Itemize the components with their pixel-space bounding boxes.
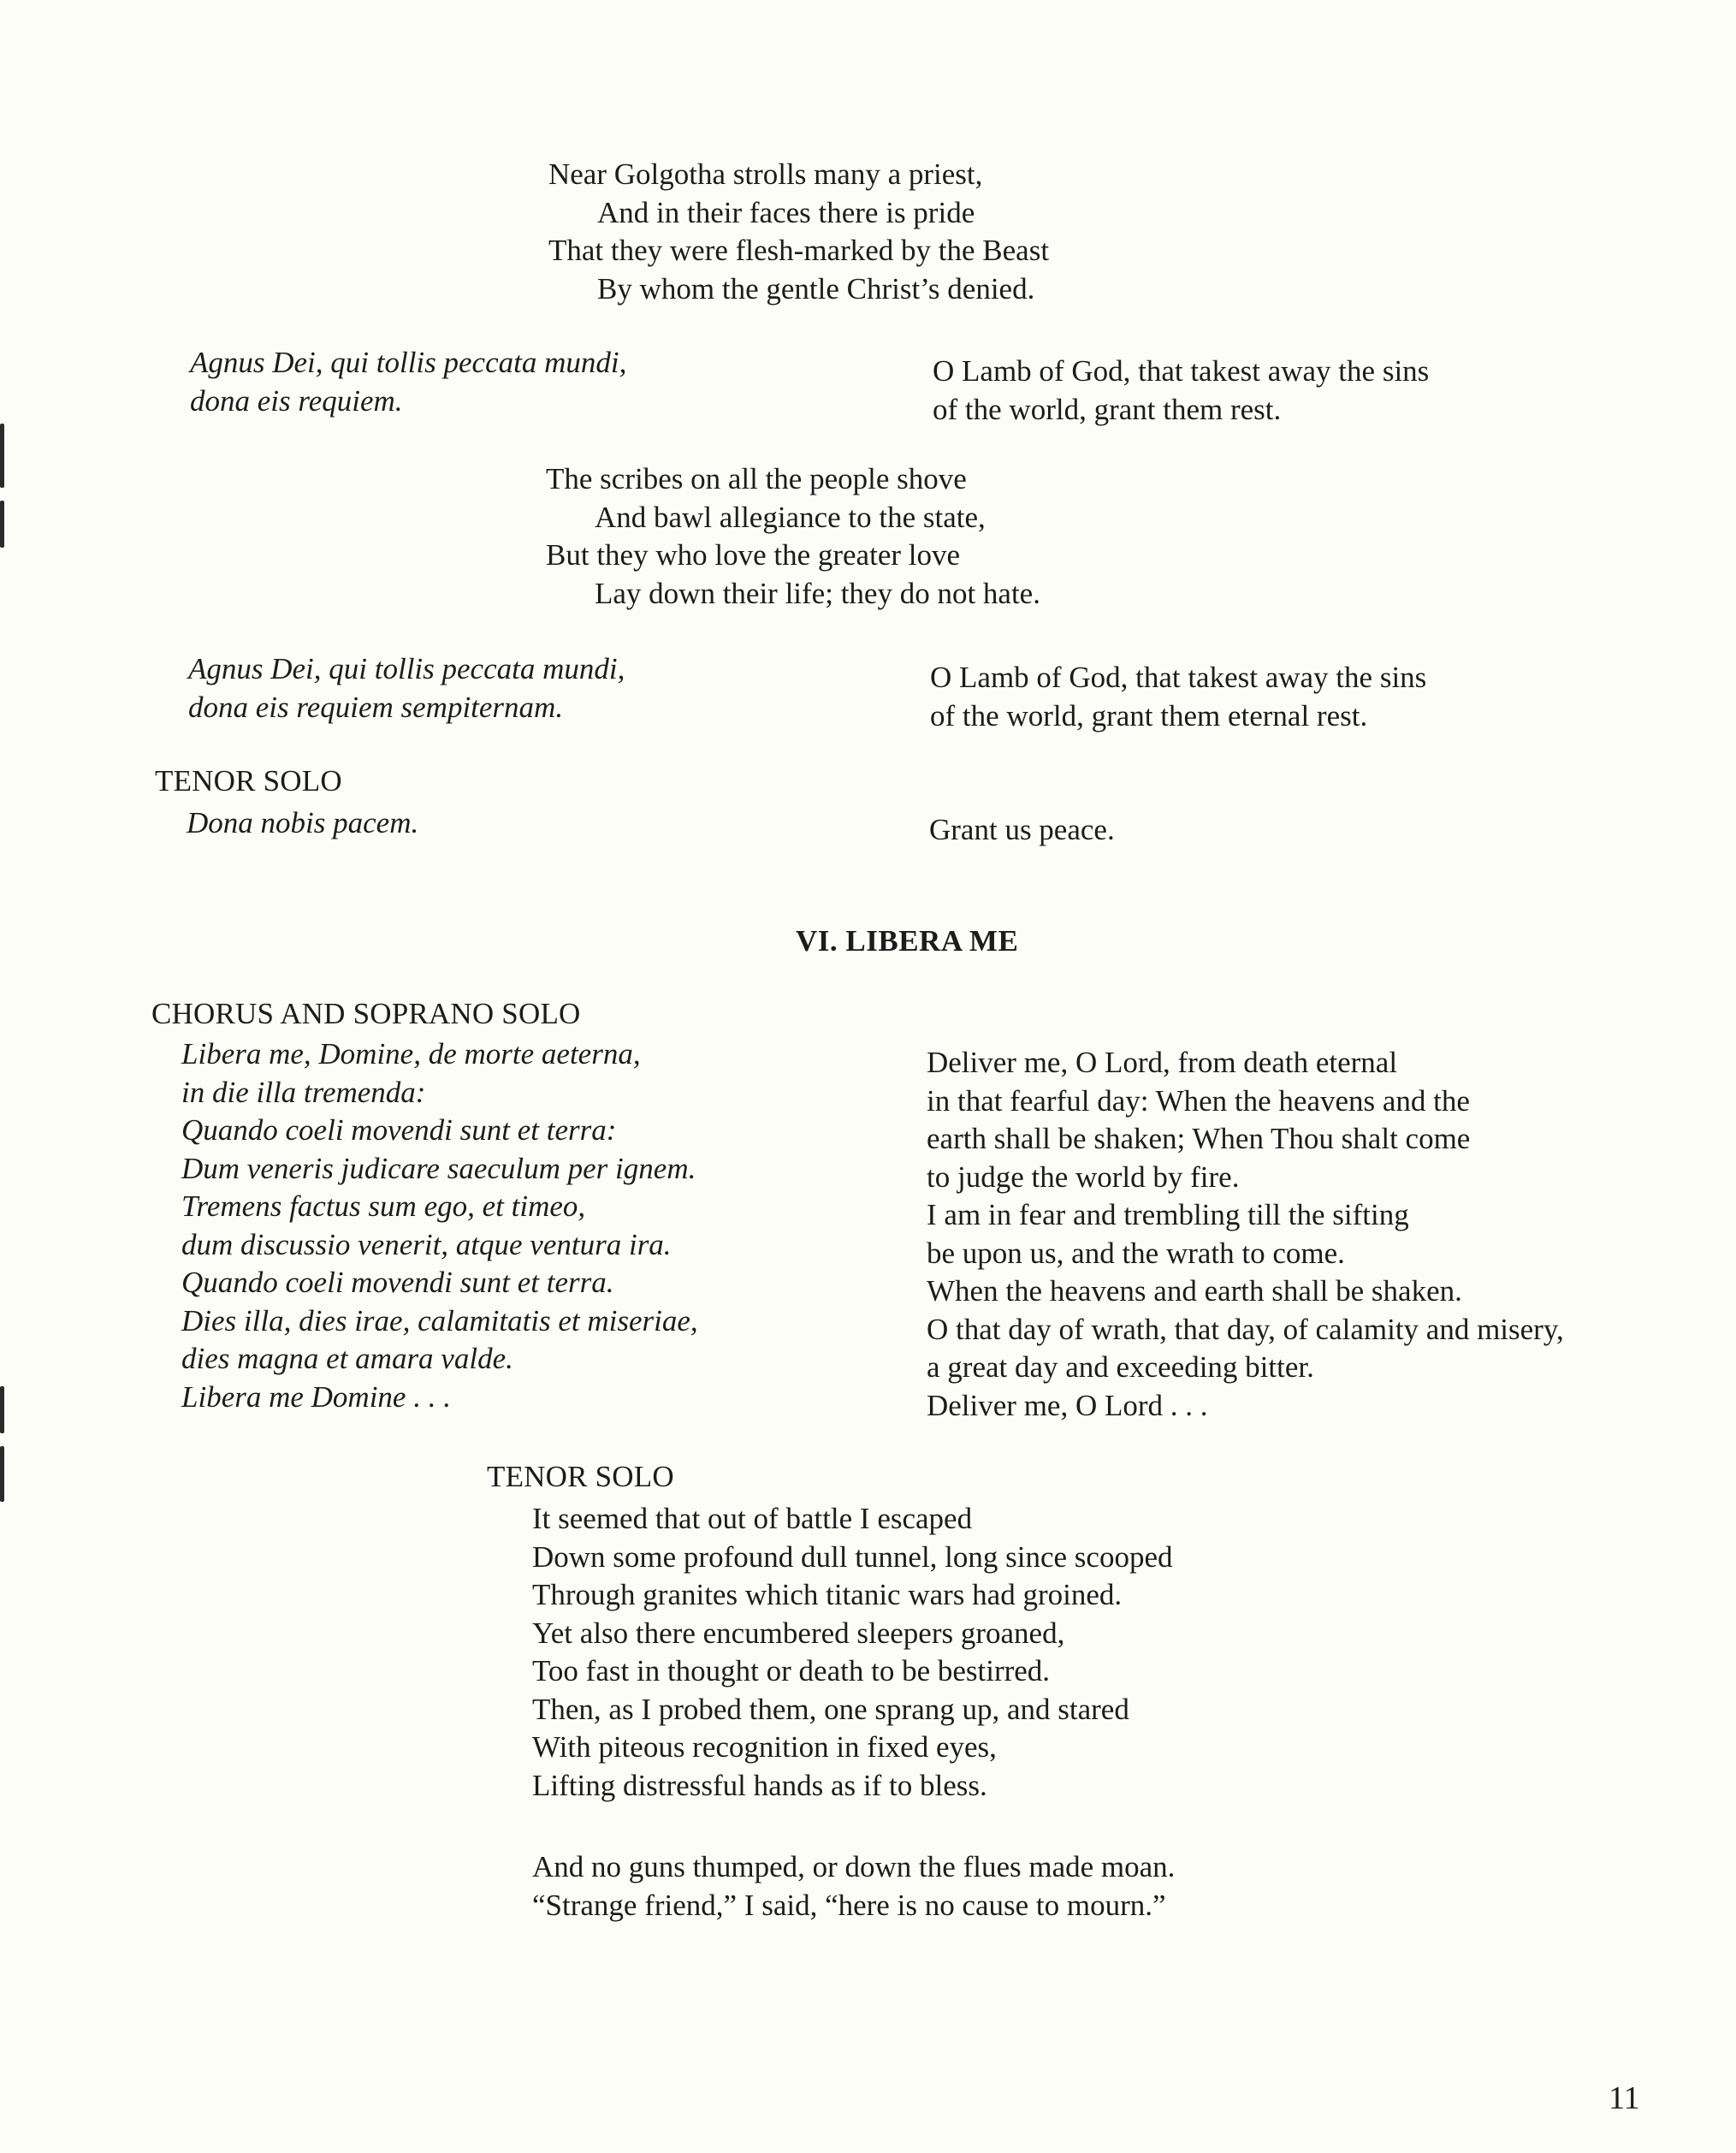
tenor-solo-label: TENOR SOLO bbox=[155, 764, 342, 798]
agnus-dei-latin-2 bbox=[188, 650, 625, 727]
dona-nobis-latin: Dona nobis pacem. bbox=[187, 806, 419, 839]
poem-stanza-golgotha bbox=[548, 156, 1049, 308]
latin-line: Tremens factus sum ego, et timeo, bbox=[181, 1189, 586, 1223]
poem-line: And in their faces there is pride bbox=[597, 195, 975, 229]
poem-line: Through granites which titanic wars had groined. bbox=[532, 1578, 1123, 1611]
english-line: Deliver me, O Lord . . . bbox=[927, 1388, 1208, 1422]
english-line: be upon us, and the wrath to come. bbox=[927, 1236, 1345, 1270]
libera-me-latin bbox=[181, 1035, 698, 1416]
english-line: of the world, grant them eternal rest. bbox=[930, 698, 1368, 732]
chorus-soprano-label: CHORUS AND SOPRANO SOLO bbox=[151, 997, 581, 1030]
agnus-dei-english-1 bbox=[933, 353, 1429, 429]
poem-stanza-scribes bbox=[546, 460, 1040, 613]
binding-mark bbox=[0, 424, 4, 488]
latin-line: Libera me, Domine, de morte aeterna, bbox=[181, 1037, 641, 1071]
dona-nobis-english: Grant us peace. bbox=[929, 813, 1115, 846]
english-line: in that fearful day: When the heavens and the bbox=[927, 1083, 1470, 1118]
page-number: 11 bbox=[1609, 2080, 1640, 2116]
latin-line: Quando coeli movendi sunt et terra. bbox=[181, 1266, 614, 1299]
poem-line: And bawl allegiance to the state, bbox=[595, 500, 986, 534]
poem-line: That they were flesh-marked by the Beast bbox=[548, 234, 1050, 267]
poem-line: Down some profound dull tunnel, long since scooped bbox=[532, 1539, 1173, 1574]
tenor-solo-label: TENOR SOLO bbox=[487, 1460, 674, 1493]
agnus-dei-latin-1 bbox=[190, 344, 626, 420]
poem-stanza-strange-meeting bbox=[532, 1500, 1173, 1805]
latin-line: in die illa tremenda: bbox=[181, 1075, 426, 1109]
libera-me-english bbox=[927, 1044, 1564, 1425]
latin-line: Libera me Domine . . . bbox=[181, 1379, 451, 1414]
latin-line: dona eis requiem sempiternam. bbox=[188, 690, 564, 724]
poem-line: It seemed that out of battle I escaped bbox=[532, 1502, 973, 1535]
latin-line: dies magna et amara valde. bbox=[181, 1342, 513, 1375]
latin-line: Dum veneris judicare saeculum per ignem. bbox=[181, 1151, 696, 1185]
latin-line: Dies illa, dies irae, calamitatis et miseriae, bbox=[181, 1303, 698, 1337]
english-line: O Lamb of God, that takest away the sins bbox=[930, 661, 1427, 694]
english-line: O that day of wrath, that day, of calamity and misery, bbox=[927, 1312, 1564, 1346]
poem-line: Then, as I probed them, one sprang up, and stared bbox=[532, 1692, 1129, 1726]
poem-line: Near Golgotha strolls many a priest, bbox=[548, 157, 983, 191]
poem-line: And no guns thumped, or down the flues made moan. bbox=[532, 1850, 1176, 1883]
english-line: earth shall be shaken; When Thou shalt come bbox=[927, 1122, 1471, 1155]
poem-line: Yet also there encumbered sleepers groaned, bbox=[532, 1616, 1065, 1650]
english-line: O Lamb of God, that takest away the sins bbox=[933, 354, 1430, 388]
latin-line: Agnus Dei, qui tollis peccata mundi, bbox=[188, 652, 625, 685]
english-line: a great day and exceeding bitter. bbox=[927, 1350, 1314, 1384]
poem-line: Too fast in thought or death to be bestirred. bbox=[532, 1654, 1051, 1687]
latin-line: Quando coeli movendi sunt et terra: bbox=[181, 1113, 617, 1147]
english-line: of the world, grant them rest. bbox=[933, 392, 1282, 426]
english-line: to judge the world by fire. bbox=[927, 1160, 1240, 1194]
poem-stanza-strange-friend bbox=[532, 1848, 1175, 1925]
poem-line: By whom the gentle Christ’s denied. bbox=[597, 271, 1035, 305]
binding-mark bbox=[0, 1386, 4, 1433]
english-line: Deliver me, O Lord, from death eternal bbox=[927, 1046, 1398, 1079]
poem-line: Lifting distressful hands as if to bless. bbox=[532, 1768, 987, 1802]
latin-line: dum discussio venerit, atque ventura ira. bbox=[181, 1227, 672, 1261]
poem-line: But they who love the greater love bbox=[546, 538, 961, 572]
section-heading: VI. LIBERA ME bbox=[796, 924, 1019, 958]
binding-mark bbox=[0, 1446, 4, 1502]
english-line: I am in fear and trembling till the sifting bbox=[927, 1198, 1409, 1231]
poem-line: “Strange friend,” I said, “here is no cause to mourn.” bbox=[532, 1888, 1166, 1922]
english-line: When the heavens and earth shall be shaken. bbox=[927, 1274, 1462, 1308]
agnus-dei-english-2 bbox=[930, 659, 1426, 735]
poem-line: Lay down their life; they do not hate. bbox=[595, 576, 1040, 610]
poem-line: The scribes on all the people shove bbox=[546, 462, 967, 495]
latin-line: Agnus Dei, qui tollis peccata mundi, bbox=[190, 346, 627, 379]
latin-line: dona eis requiem. bbox=[190, 383, 403, 418]
poem-line: With piteous recognition in fixed eyes, bbox=[532, 1730, 997, 1764]
binding-mark bbox=[0, 501, 4, 548]
